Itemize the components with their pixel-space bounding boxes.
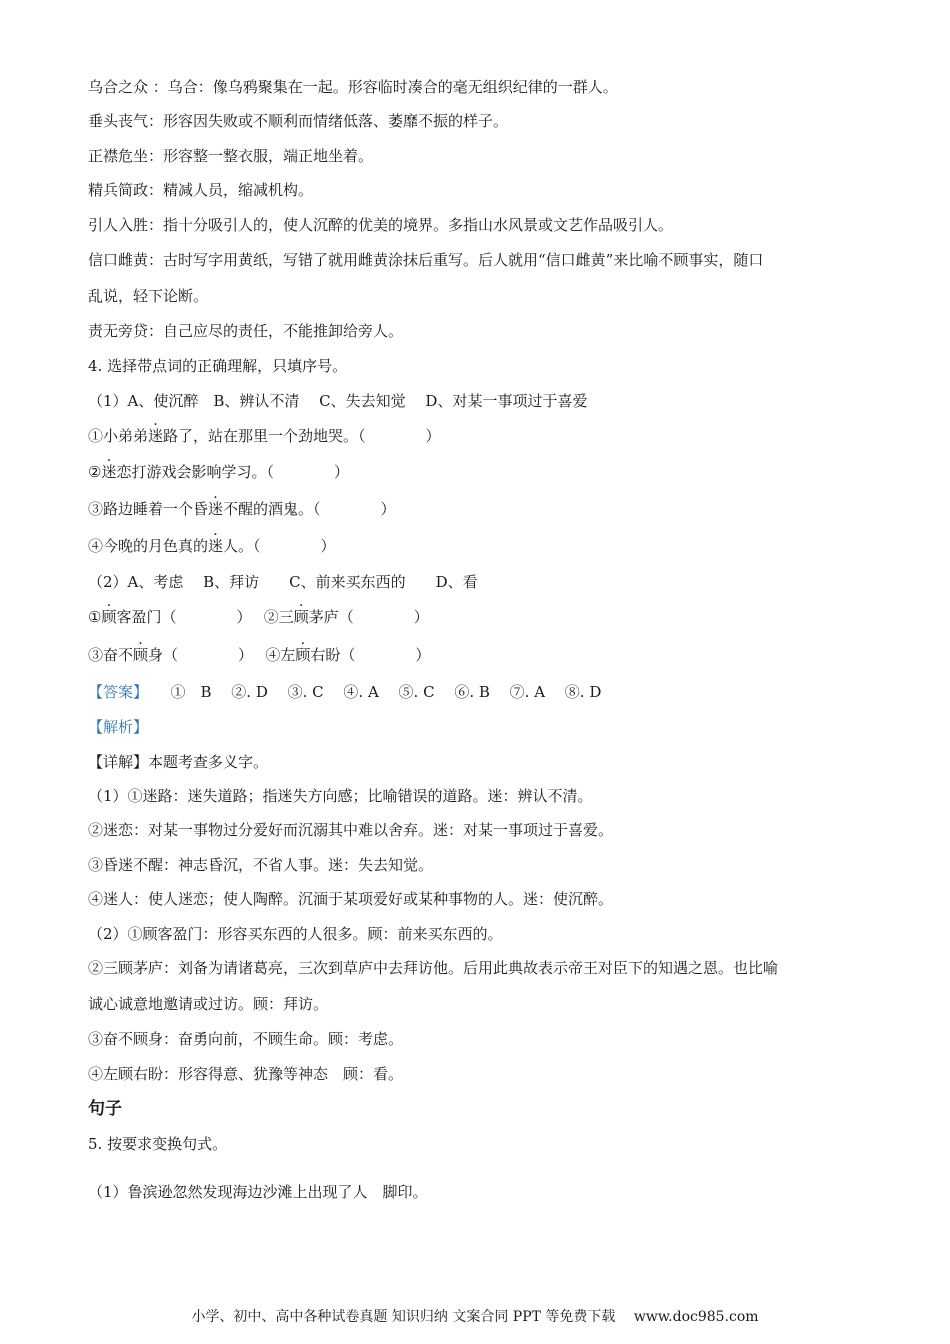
dotted-char: 迷 [101, 463, 117, 481]
q4-part1-item-4: ④今晚的月色真的迷人。（ ） [88, 537, 336, 555]
idiom-line-6-cont: 乱说，轻下论断。 [88, 287, 209, 305]
explanation-3: ③昏迷不醒：神志昏沉，不省人事。迷：失去知觉。 [88, 856, 434, 874]
q4-part2-row-1: ①顾客盈门（ ） ②三顾茅庐（ ） [88, 608, 429, 626]
explanation-8: ④左顾右盼：形容得意、犹豫等神态 顾：看。 [88, 1065, 404, 1083]
analysis-label: 【解析】 [88, 718, 149, 736]
idiom-line-2: 垂头丧气：形容因失败或不顺利而情绪低落、萎靡不振的样子。 [88, 112, 509, 130]
answer-line [88, 682, 601, 702]
q5-item-1: （1）鲁滨逊忽然发现海边沙滩上出现了人 脚印。 [88, 1183, 428, 1201]
idiom-line-3: 正襟危坐：形容整一整衣服，端正地坐着。 [88, 147, 374, 165]
q4-part1-item-1: ①小弟弟迷路了，站在那里一个劲地哭。（ ） [88, 427, 441, 445]
explanation-4: ④迷人：使人迷恋；使人陶醉。沉湎于某项爱好或某种事物的人。迷：使沉醉。 [88, 890, 614, 908]
dotted-char: 顾 [133, 646, 149, 664]
idiom-line-6: 信口雌黄：古时写字用黄纸，写错了就用雌黄涂抹后重写。后人就用“信口雌黄”来比喻不顾事实，随口 [88, 251, 764, 269]
q4-part2-row-2: ③奋不顾身（ ） ④左顾右盼（ ） [88, 646, 431, 664]
page-footer: 小学、初中、高中各种试卷真题 知识归纳 文案合同 PPT 等免费下载 www.doc985.com [191, 1309, 759, 1325]
answer-text: ① B ②. D ③. C ④. A ⑤. C ⑥. B ⑦. A ⑧. D [140, 683, 602, 701]
idiom-line-7: 责无旁贷：自己应尽的责任，不能推卸给旁人。 [88, 322, 404, 340]
dotted-char: 顾 [101, 608, 117, 626]
detail-line: 【详解】本题考查多义字。 [88, 753, 269, 771]
q4-part1-options: （1）A、使沉醉 B、辨认不清 C、失去知觉 D、对某一事项过于喜爱 [88, 392, 588, 410]
idiom-line-1: 乌合之众 ：乌合：像乌鸦聚集在一起。形容临时凑合的毫无组织纪律的一群人。 [88, 78, 618, 96]
explanation-2: ②迷恋：对某一事物过分爱好而沉溺其中难以舍弃。迷：对某一事项过于喜爱。 [88, 821, 614, 839]
q4-part1-item-3: ③路边睡着一个昏迷不醒的酒鬼。（ ） [88, 500, 396, 518]
q4-part1-item-2: ②迷恋打游戏会影响学习。（ ） [88, 463, 349, 481]
explanation-6-cont: 诚心诚意地邀请或过访。顾：拜访。 [88, 995, 329, 1013]
explanation-6: ②三顾茅庐：刘备为请诸葛亮，三次到草庐中去拜访他。后用此典故表示帝王对臣下的知遇之恩。也比喻 [88, 959, 779, 977]
question-5-title: 5. 按要求变换句式。 [88, 1135, 228, 1153]
dotted-char: 顾 [293, 608, 309, 626]
answer-label: 【答案】 [88, 683, 141, 701]
section-heading: 句子 [88, 1099, 122, 1119]
dotted-char: 迷 [208, 537, 224, 555]
q4-part2-options: （2）A、考虑 B、拜访 C、前来买东西的 D、看 [88, 573, 478, 591]
dotted-char: 迷 [148, 427, 164, 445]
question-4-title: 4. 选择带点词的正确理解，只填序号。 [88, 357, 348, 375]
explanation-1: （1）①迷路：迷失道路；指迷失方向感；比喻错误的道路。迷：辨认不清。 [88, 787, 593, 805]
dotted-char: 顾 [295, 646, 311, 664]
dotted-char: 迷 [208, 500, 224, 518]
explanation-7: ③奋不顾身：奋勇向前，不顾生命。顾：考虑。 [88, 1030, 404, 1048]
idiom-line-4: 精兵简政：精减人员，缩减机构。 [88, 181, 314, 199]
idiom-line-5: 引人入胜：指十分吸引人的，使人沉醉的优美的境界。多指山水风景或文艺作品吸引人。 [88, 216, 674, 234]
explanation-5: （2）①顾客盈门：形容买东西的人很多。顾：前来买东西的。 [88, 925, 503, 943]
